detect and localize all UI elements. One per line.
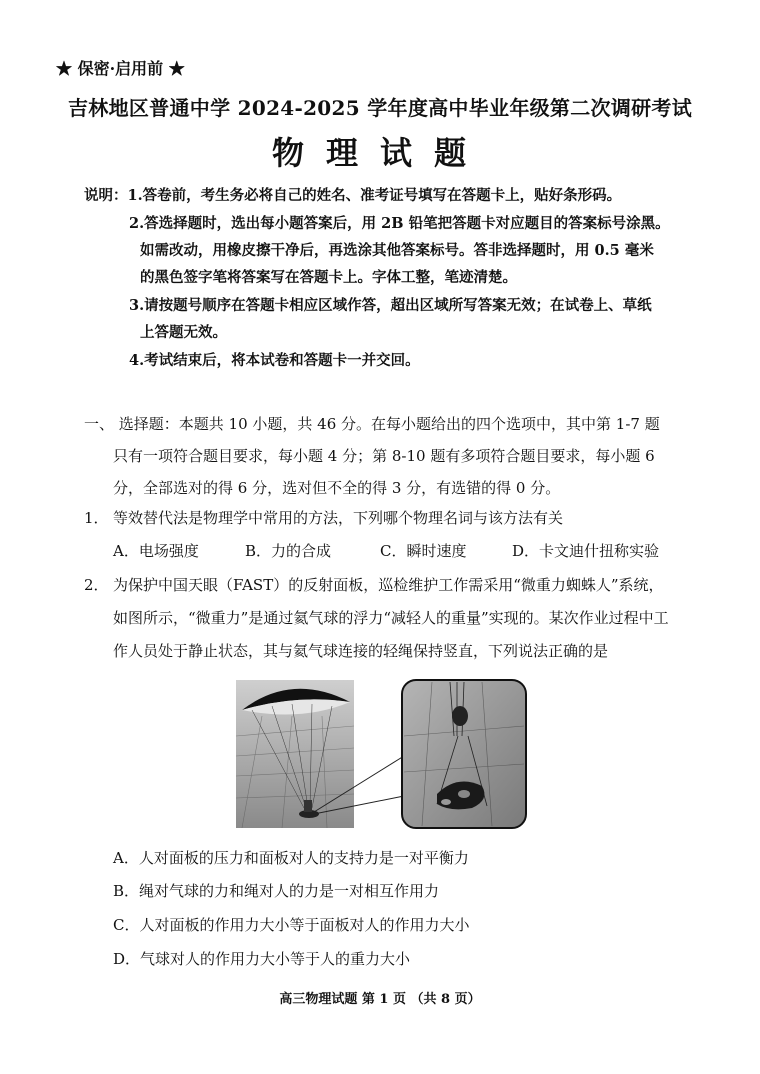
instruction-line: 的黑色签字笔将答案写在答题卡上。字体工整，笔迹清楚。	[140, 269, 517, 286]
page-footer: 高三物理试题 第 1 页 （共 8 页）	[279, 992, 481, 1007]
instruction-line: 4.考试结束后，将本试卷和答题卡一并交回。	[129, 352, 420, 369]
q1-stem: 等效替代法是物理学中常用的方法，下列哪个物理名词与该方法有关	[113, 509, 564, 527]
q2-option-b: B．绳对气球的力和绳对人的力是一对相互作用力	[113, 882, 440, 900]
q1-option-d: D．卡文迪什扭称实验	[512, 542, 660, 560]
q1-option-b: B．力的合成	[245, 542, 332, 560]
q2-option-a: A．人对面板的压力和面板对人的支持力是一对平衡力	[113, 849, 469, 867]
section-text: 只有一项符合题目要求，每小题 4 分；第 8-10 题有多项符合题目要求，每小题 6	[113, 447, 655, 465]
confidential-label: ★ 保密·启用前 ★	[56, 59, 185, 78]
section-text: 分，全部选对的得 6 分，选对但不全的得 3 分，有选错的得 0 分。	[113, 479, 561, 497]
instruction-line: 2.答选择题时，选出每小题答案后，用 2B 铅笔把答题卡对应题目的答案标号涂黑。	[129, 215, 670, 232]
instruction-line: 如需改动，用橡皮擦干净后，再选涂其他答案标号。答非选择题时，用 0.5 毫米	[140, 242, 654, 259]
instruction-line: 3.请按题号顺序在答题卡相应区域作答，超出区域所写答案无效；在试卷上、草纸	[129, 297, 652, 314]
q2-option-c: C．人对面板的作用力大小等于面板对人的作用力大小	[113, 916, 470, 934]
q2-number: 2．	[84, 576, 109, 594]
q1-option-c: C．瞬时速度	[380, 542, 467, 560]
q1-number: 1．	[84, 509, 109, 527]
fast-balloon-figure	[232, 676, 532, 832]
q2-stem-line: 为保护中国天眼（FAST）的反射面板，巡检维护工作需采用“微重力蜘蛛人”系统，	[113, 576, 664, 594]
exam-title: 吉林地区普通中学 2024-2025 学年度高中毕业年级第二次调研考试	[67, 96, 693, 120]
q2-stem-line: 如图所示，“微重力”是通过氦气球的浮力“减轻人的重量”实现的。某次作业过程中工	[113, 609, 669, 627]
inset-closeup	[402, 680, 526, 828]
q1-option-a: A．电场强度	[113, 542, 199, 560]
subject-title: 物理试题	[271, 134, 488, 172]
balloon-photo	[236, 680, 354, 828]
instruction-line: 说明：1.答卷前，考生务必将自己的姓名、准考证号填写在答题卡上，贴好条形码。	[84, 187, 622, 204]
section-heading: 一、 选择题：本题共 10 小题，共 46 分。在每小题给出的四个选项中，其中第 1-7 题	[84, 415, 660, 433]
q2-option-d: D．气球对人的作用力大小等于人的重力大小	[113, 950, 411, 968]
instruction-line: 上答题无效。	[140, 324, 227, 341]
q2-stem-line: 作人员处于静止状态，其与氦气球连接的轻绳保持竖直，下列说法正确的是	[113, 642, 609, 660]
